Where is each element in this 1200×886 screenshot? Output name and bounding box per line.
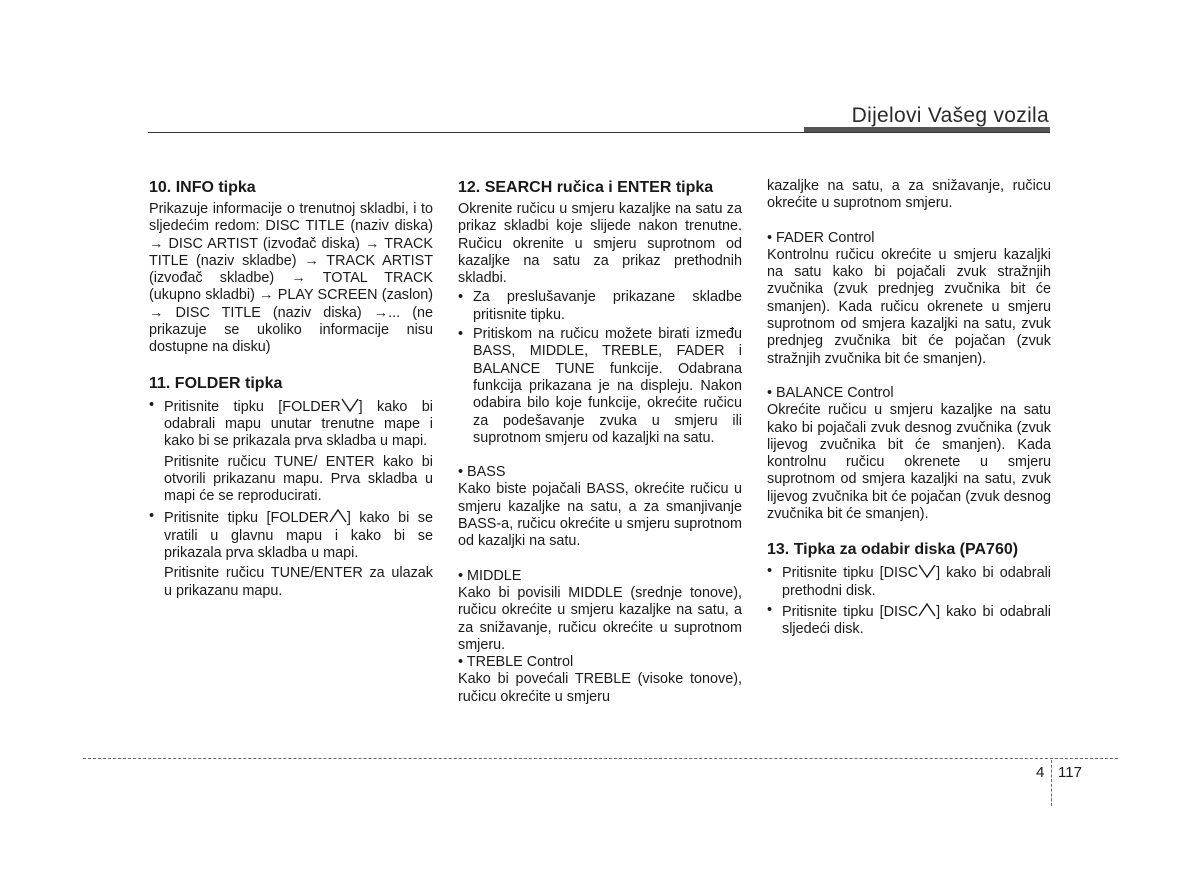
chevron-up-icon <box>329 508 347 524</box>
fader-description: Kontrolnu ručicu okrećite u smjeru kazaljki na satu kako bi pojačali zvuk stražnjih zvučnika (zvuk prednjeg zvučnika bit će smanjen). Kada ručicu okrenete u smjeru suprotnom od smjera kazaljki na satu, zvuk prednjeg zvučnika bit će pojačan (zvuk stražnjih zvučnika bit će smanjen). <box>767 246 1051 367</box>
heading-info-button: 10. INFO tipka <box>149 179 256 196</box>
info-button-description: Prikazuje informacije o trenutnoj skladbi, i to sljedećim redom: DISC TITLE (naziv diska) → DISC ARTIST (izvođač diska) → TRACK TITLE (naziv skladbe) → TRACK ARTIST (izvođač skladbe) → TOTAL TRACK (ukupno skladbi) → PLAY SCREEN (zaslon) → DISC TITLE (naziv diska) →... (ne prikazuje se ukoliko informacije nisu dostupne na disku) <box>149 201 433 356</box>
section-title: Dijelovi Vašeg vozila <box>851 104 1049 127</box>
heading-disc-select: 13. Tipka za odabir diska (PA760) <box>767 541 1019 559</box>
folder-down-bullet: • Pritisnite tipku [FOLDER ] kako bi odabrali mapu unutar trenutne mape i kako bi se prikazala prva skladba u mapi. <box>149 397 433 451</box>
treble-description-continued: kazaljke na satu, a za snižavanje, ručicu okrećite u suprotnom smjeru. <box>767 178 1051 212</box>
middle-label: • MIDDLE <box>458 567 522 584</box>
balance-description: Okrećite ručicu u smjeru kazaljke na satu kako bi pojačali zvuk desnog zvučnika (zvuk lijevog zvučnika bit će smanjen). Kada kontrolnu ručicu okrenete u smjeru suprotnom od smjera kazaljki na satu, zvuk lijevog zvučnika bit će pojačan (zvuk desnog zvučnika bit će smanjen). <box>767 402 1051 523</box>
column-1 <box>149 178 433 600</box>
heading-search-knob: 12. SEARCH ručica i ENTER tipka <box>458 179 714 196</box>
folder-down-note: Pritisnite ručicu TUNE/ ENTER kako bi otvorili prikazanu mapu. Prva skladba u mapi će se reproducirati. <box>164 453 433 505</box>
bass-label: • BASS <box>458 464 506 481</box>
chevron-up-icon <box>918 602 936 618</box>
search-bullet-functions: • Pritiskom na ručicu možete birati između BASS, MIDDLE, TREBLE, FADER i BALANCE TUNE funkcije. Odabrana funkcija prikazana je na displeju. Nakon odabira bilo koje funkcije, okrećite ručicu za podešavanje zvuka u smjeru ili suprotnom smjeru od kazaljki na satu. <box>458 326 742 447</box>
balance-label: • BALANCE Control <box>767 384 894 401</box>
footer-divider <box>83 758 1118 759</box>
heading-folder-button: 11. FOLDER tipka <box>149 374 283 392</box>
bass-description: Kako biste pojačali BASS, okrećite ručicu u smjeru kazaljke na satu, a za smanjivanje BASS-a, ručicu okrećite u smjeru suprotnom od kazaljki na satu. <box>458 481 742 550</box>
page-number: 117 <box>1058 764 1082 781</box>
chevron-down-icon <box>918 563 936 579</box>
disc-up-bullet: • Pritisnite tipku [DISC ] kako bi odabrali sljedeći disk. <box>767 602 1051 639</box>
disc-down-bullet: • Pritisnite tipku [DISC ] kako bi odabrali prethodni disk. <box>767 563 1051 600</box>
search-knob-description: Okrenite ručicu u smjeru kazaljke na satu za prikaz skladbi koje slijede nakon trenutne. Ručicu okrenite u smjeru suprotnom od kazaljke na satu za prikaz prethodnih skladbi. <box>458 201 742 287</box>
middle-description: Kako bi povisili MIDDLE (srednje tonove), ručicu okrećite u smjeru kazaljke na satu, a za snižavanje, ručicu okrećite u suprotnom smjeru. <box>458 584 742 653</box>
folder-up-note: Pritisnite ručicu TUNE/ENTER za ulazak u prikazanu mapu. <box>164 565 433 599</box>
treble-label: • TREBLE Control <box>458 654 574 671</box>
chevron-down-icon <box>341 397 359 413</box>
header-divider <box>148 132 1050 133</box>
column-3 <box>767 178 1051 639</box>
folder-up-bullet: • Pritisnite tipku [FOLDER ] kako bi se vratili u glavnu mapu i kako bi se prikazala prva skladba u mapi. <box>149 508 433 562</box>
search-bullet-play: • Za preslušavanje prikazane skladbe pritisnite tipku. <box>458 289 742 324</box>
footer-vertical-divider <box>1051 760 1052 806</box>
fader-label: • FADER Control <box>767 229 875 246</box>
treble-description: Kako bi povećali TREBLE (visoke tonove), ručicu okrećite u smjeru <box>458 671 742 705</box>
chapter-number: 4 <box>1036 764 1045 781</box>
column-2 <box>458 178 742 706</box>
